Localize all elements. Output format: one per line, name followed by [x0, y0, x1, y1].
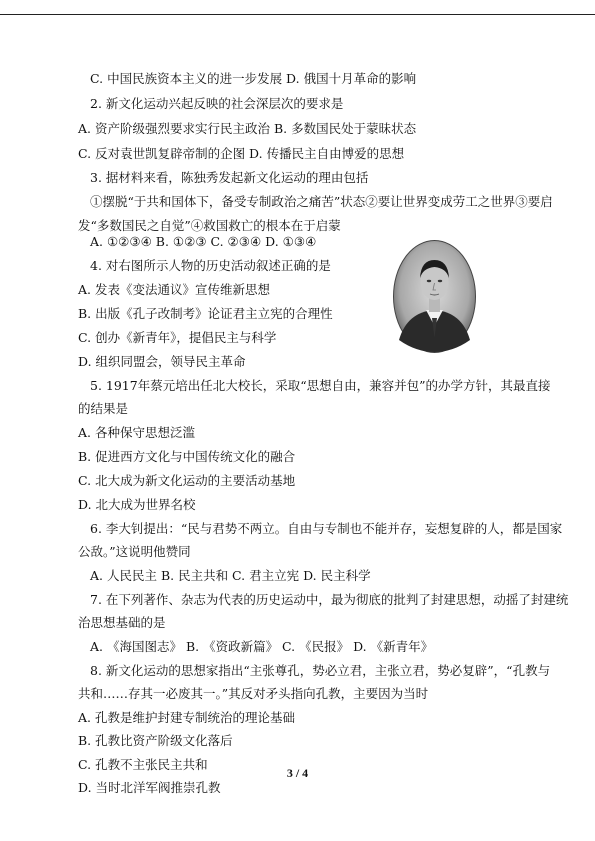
q5-option-c: C. 北大成为新文化运动的主要活动基地	[78, 473, 296, 488]
q8-option-d: D. 当时北洋军阀推崇孔教	[78, 780, 221, 795]
q2-stem: 2. 新文化运动兴起反映的社会深层次的要求是	[90, 96, 344, 111]
q5-option-b: B. 促进西方文化与中国传统文化的融合	[78, 449, 296, 464]
q6-stem-line1: 6. 李大钊提出：“民与君势不两立。自由与专制也不能并存，妄想复辟的人，都是国家	[90, 521, 563, 536]
q6-stem-line2: 公敌。”这说明他赞同	[78, 544, 191, 559]
q4-option-d: D. 组织同盟会，领导民主革命	[78, 354, 246, 369]
q3-statements-line2: 发“多数国民之自觉”④救国救亡的根本在于启蒙	[78, 218, 341, 233]
q8-option-b: B. 孔教比资产阶级文化落后	[78, 733, 233, 748]
q4-option-a: A. 发表《变法通议》宣传维新思想	[78, 282, 270, 297]
top-rule	[0, 14, 595, 15]
q7-stem-line1: 7. 在下列著作、杂志为代表的历史运动中，最为彻底的批判了封建思想，动摇了封建统	[90, 592, 569, 607]
q4-option-b: B. 出版《孔子改制考》论证君主立宪的合理性	[78, 306, 333, 321]
q7-stem-line2: 治思想基础的是	[78, 615, 166, 630]
q5-stem-line1: 5. 1917年蔡元培出任北大校长，采取“思想自由，兼容并包”的办学方针，其最直接	[90, 378, 551, 393]
q5-option-a: A. 各种保守思想泛滥	[78, 425, 195, 440]
q8-stem-line2: 共和……存其一必废其一。”其反对矛头指向孔教，主要因为当时	[78, 686, 429, 701]
q2-option-cd: C. 反对袁世凯复辟帝制的企图 D. 传播民主自由博爱的思想	[78, 146, 405, 161]
q8-option-a: A. 孔教是维护封建专制统治的理论基础	[78, 710, 295, 725]
q6-options: A. 人民民主 B. 民主共和 C. 君主立宪 D. 民主科学	[90, 568, 371, 583]
q3-statements-line1: ①摆脱“于共和国体下，备受专制政治之痛苦”状态②要让世界变成劳工之世界③要启	[90, 194, 553, 209]
q8-option-c: C. 孔教不主张民主共和	[78, 757, 208, 772]
q4-option-c: C. 创办《新青年》，提倡民主与科学	[78, 330, 277, 345]
q5-stem-line2: 的结果是	[78, 401, 129, 416]
q4-stem: 4. 对右图所示人物的历史活动叙述正确的是	[90, 258, 331, 273]
q7-options: A. 《海国图志》 B. 《资政新篇》 C. 《民报》 D. 《新青年》	[90, 639, 434, 654]
page-number: 3 / 4	[286, 766, 309, 780]
q3-options: A. ①②③④ B. ①②③ C. ②③④ D. ①③④	[90, 234, 317, 249]
q3-stem: 3. 据材料来看，陈独秀发起新文化运动的理由包括	[90, 170, 369, 185]
q2-option-ab: A. 资产阶级强烈要求实行民主政治 B. 多数国民处于蒙昧状态	[78, 121, 417, 136]
q1-option-cd: C. 中国民族资本主义的进一步发展 D. 俄国十月革命的影响	[90, 71, 417, 86]
historical-figure-portrait	[393, 240, 476, 353]
q5-option-d: D. 北大成为世界名校	[78, 497, 196, 512]
q8-stem-line1: 8. 新文化运动的思想家指出“主张尊孔，势必立君，主张立君，势必复辟”，“孔教与	[90, 663, 551, 678]
